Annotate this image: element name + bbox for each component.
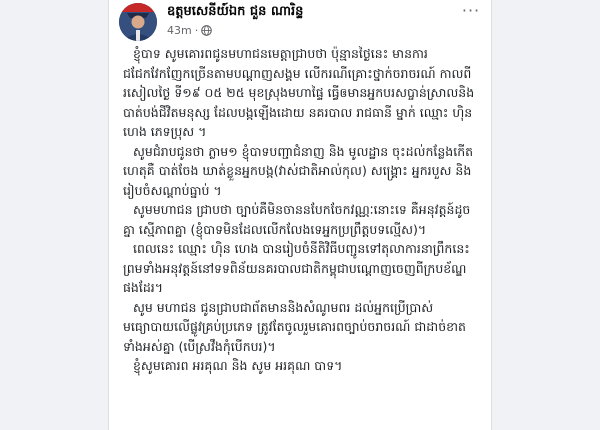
post-text xyxy=(123,44,479,376)
more-options-icon[interactable]: ··· xyxy=(461,1,481,20)
facebook-post-card xyxy=(108,0,492,430)
profile-photo-image xyxy=(119,3,157,41)
author-name[interactable]: ឧត្តមសេនីយ៍ឯក ជួន ណារិន្ទ xyxy=(167,4,304,19)
post-paragraph: សូមមហាជន ជ្រាបថា ច្បាប់គឺមិនចាននបែកចែកវណ្ណៈនោះទេ គឺអនុវត្តន៍ដូចគ្នា ស្មើភាពគ្នា (ខ្ញុំបាទមិនដែលលើកលែងទេអ្នកប្រព្រឹត្តបទល្មើស)។ xyxy=(123,202,471,237)
post-timestamp[interactable]: 43m xyxy=(167,24,192,37)
globe-icon xyxy=(201,25,212,36)
post-paragraph: សូម មហាជន ជូនជ្រាបជាព័តមាននិងសំណូមពរ ដល់អ្នកប្រើប្រាស់មធ្យោបាយលើផ្លូវគ្រប់ប្រភេទ ត្រូវតែចូលរួមគោរពច្បាប់ចរាចរណ៍ ជាដាច់ខាត ទាំងអស់គ្នា (បើស្រវឹងកុំបើកបរ)។ xyxy=(123,299,466,354)
post-paragraph: ពេលនេះ ឈ្មោះ ហ៊ិន ហេង បានរៀបចំនីតិវិធីបញ្ជូនទៅតុលាការនាព្រឹកនេះ ព្រមទាំងអនុវត្តន៍នៅទទពិន័យនគរបាលជាតិកម្ពុជាបណ្តោញចេញពីក្របខ័ណ្ឌផងដែរ។ xyxy=(123,241,470,295)
post-header xyxy=(109,0,491,44)
post-paragraph: ខ្ញុំបាទ សូមគោរពជូនមហាជនមេត្តាជ្រាបថា ប៉ុន្មានថ្ងៃនេះ មានការជជែកវែកញែកច្រើនតាមបណ្តាញសង្គម លើករណីគ្រោះថ្នាក់ចរាចរណ៍ កាលពីរសៀលថ្ងៃ ទី១៩ ០៥ ២៥ មុខស្រុងមហាផ្ទៃ ធ្វើឲមានអ្នកបរសប្ចាន់ស្រាលនិងបាត់បង់ជីវិតមនុស្ស ដែលបង្កឡើងដោយ នគរបាល រាជធានី ម្នាក់ ឈ្មោះ ហ៊ិន ហេង ភេទប្រុស ។ xyxy=(123,46,475,139)
post-paragraph: សូមជំរាបជូនថា ភ្លាម១ ខ្ញុំបាទបញ្ជាជំនាញ និង មូលដ្ឋាន ចុះដល់កន្លែងកើតហេតុគឺ បាត់ចែង ឃាត់ខ្លួនអ្នកបង្ក(វាស់ជាតិអាល់កុល) សង្គ្រោះ អ្នករបួស និងរៀបចំសណ្តាប់ធ្នាប់ ។ xyxy=(123,143,474,198)
post-paragraph: ខ្ញុំសូមគោរព អរគុណ និង សូម អរគុណ បាទ។ xyxy=(133,358,343,373)
profile-photo[interactable] xyxy=(119,3,157,41)
post-meta: 43m · xyxy=(167,24,212,37)
